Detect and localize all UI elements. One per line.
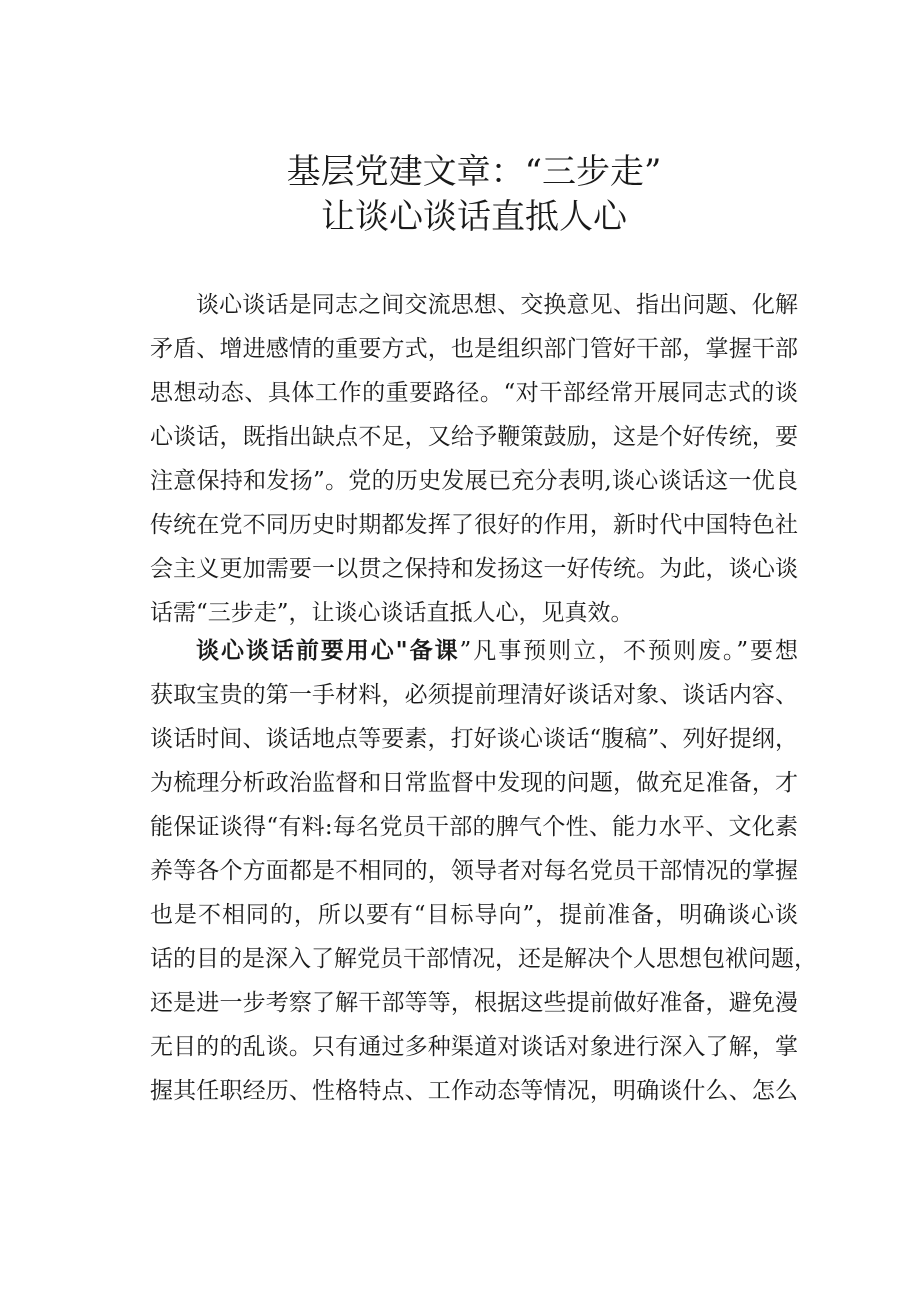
paragraph-line: 话的目的是深入了解党员干部情况，还是解决个人思想包袱问题， — [150, 946, 817, 972]
paragraph-line: 获取宝贵的第一手材料，必须提前理清好谈话对象、谈话内容、 — [150, 682, 798, 708]
paragraph-line: 也是不相同的，所以要有“目标导向”，提前准备，明确谈心谈 — [150, 902, 798, 928]
paragraph-line: 为梳理分析政治监督和日常监督中发现的问题，做充足准备，才 — [150, 770, 798, 796]
paragraph-line: 养等各个方面都是不相同的，领导者对每名党员干部情况的掌握 — [150, 858, 798, 884]
paragraph-line: 无目的的乱谈。只有通过多种渠道对谈话对象进行深入了解，掌 — [150, 1034, 798, 1060]
paragraph-line: 还是进一步考察了解干部等等，根据这些提前做好准备，避免漫 — [150, 990, 798, 1016]
title-line-1: 基层党建文章：“三步走” — [286, 152, 662, 192]
paragraph-line: 注意保持和发扬”。党的历史发展已充分表明,谈心谈话这一优良 — [150, 468, 798, 494]
section-heading: 谈心谈话前要用心"备课 — [196, 637, 460, 664]
paragraph-line: 谈心谈话是同志之间交流思想、交换意见、指出问题、化解 — [196, 292, 798, 318]
paragraph-first-line — [196, 636, 798, 666]
paragraph-line: 握其任职经历、性格特点、工作动态等情况，明确谈什么、怎么 — [150, 1078, 798, 1104]
paragraph-line: 矛盾、增进感情的重要方式，也是组织部门管好干部，掌握干部 — [150, 336, 798, 362]
paragraph-line: 能保证谈得“有料:每名党员干部的脾气个性、能力水平、文化素 — [150, 814, 798, 840]
paragraph-line: 会主义更加需要一以贯之保持和发扬这一好传统。为此，谈心谈 — [150, 556, 798, 582]
paragraph-line: 话需“三步走”，让谈心谈话直抵人心，见真效。 — [150, 600, 634, 626]
paragraph-line: 心谈话，既指出缺点不足，又给予鞭策鼓励，这是个好传统，要 — [150, 424, 798, 450]
paragraph-line: 谈话时间、谈话地点等要素，打好谈心谈话“腹稿”、列好提纲， — [150, 726, 798, 752]
section-heading-rest: ”凡事预则立，不预则废。”要想 — [459, 638, 798, 664]
title-line-2: 让谈心谈话直抵人心 — [321, 197, 627, 237]
paragraph-line: 思想动态、具体工作的重要路径。“对干部经常开展同志式的谈 — [150, 380, 798, 406]
paragraph-line: 传统在党不同历史时期都发挥了很好的作用，新时代中国特色社 — [150, 512, 798, 538]
article-title — [150, 150, 798, 240]
